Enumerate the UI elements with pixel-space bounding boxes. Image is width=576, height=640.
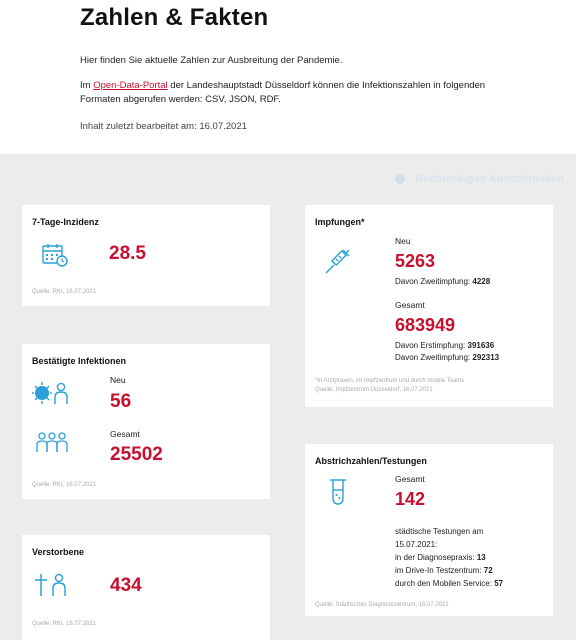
vacc-new-second [395, 277, 490, 286]
testing-title: Abstrichzahlen/Testungen [315, 456, 427, 466]
overlay-label: Rechteckiges Ausschneiden [415, 173, 564, 185]
infections-card [22, 344, 270, 499]
deaths-card [22, 535, 270, 640]
last-updated-text: Inhalt zuletzt bearbeitet am: 16.07.2021 [80, 121, 247, 132]
deaths-value: 434 [110, 575, 142, 596]
testing-line4-label: im Drive-In Testzentrum: [395, 566, 482, 575]
testing-card [305, 444, 553, 616]
testing-line3-label: in der Diagnosepraxis: [395, 553, 475, 562]
header-section [0, 0, 576, 154]
infections-new-label: Neu [110, 375, 126, 385]
testing-line5-label: durch den Mobilen Service: [395, 579, 492, 588]
infections-total-label: Gesamt [110, 429, 140, 439]
calendar-icon [42, 243, 68, 267]
screenshot-tool-overlay[interactable] [395, 173, 564, 185]
testing-line3-value: 13 [476, 553, 486, 562]
testing-line4-value: 72 [483, 566, 493, 575]
vacc-new-label: Neu [395, 236, 411, 246]
vacc-total-second [395, 353, 499, 362]
vacc-total-value: 683949 [395, 315, 456, 335]
testing-line4 [395, 566, 493, 575]
incidence-value: 28.5 [109, 243, 146, 264]
vaccinations-title: Impfungen* [315, 217, 365, 227]
vaccinations-card [305, 205, 553, 407]
page-title: Zahlen & Fakten [80, 4, 269, 31]
vacc-new-second-label: Davon Zweitimpfung: [395, 277, 471, 286]
testing-line5 [395, 579, 503, 588]
virus-person-icon [32, 381, 72, 405]
testing-line2: 15.07.2021: [395, 540, 438, 549]
testing-line3 [395, 553, 486, 562]
group-icon [34, 432, 70, 454]
infections-total-value: 25502 [110, 444, 163, 465]
infections-new-value: 56 [110, 391, 132, 412]
vacc-total-label: Gesamt [395, 300, 425, 310]
infections-title: Bestätigte Infektionen [32, 356, 127, 366]
deaths-title: Verstorbene [32, 547, 85, 557]
deaths-source: Quelle: RKI, 16.07.2021 [32, 621, 97, 627]
testing-total-label: Gesamt [395, 474, 425, 484]
intro-text: Hier finden Sie aktuelle Zahlen zur Ausbreitung der Pandemie. [80, 55, 343, 66]
cross-person-icon [34, 573, 70, 597]
vacc-total-second-value: 292313 [472, 353, 500, 362]
vacc-total-first-value: 391636 [467, 341, 495, 350]
vacc-total-first [395, 341, 494, 350]
vacc-new-value: 5263 [395, 251, 436, 271]
vacc-total-first-label: Davon Erstimpfung: [395, 341, 466, 350]
open-data-portal-link[interactable]: Open-Data-Portal [93, 80, 168, 91]
open-data-text-after: der Landeshauptstadt Düsseldorf können die Infektionszahlen in folgenden Formaten abgerufen werden: CSV, JSON, RDF. [80, 80, 486, 105]
open-data-text-before: Im [80, 80, 94, 91]
test-tube-icon [327, 478, 349, 506]
vacc-footnote: *In Arztpraxen, im Impfzentrum und durch mobile Teams [315, 378, 465, 384]
testing-source: Quelle: Städtisches Diagnosezentrum, 16.07.2021 [315, 602, 449, 608]
overlay-dot-icon [395, 174, 405, 184]
vacc-total-second-label: Davon Zweitimpfung: [395, 353, 471, 362]
incidence-source: Quelle: RKI, 16.07.2021 [32, 289, 97, 295]
incidence-title: 7-Tage-Inzidenz [32, 217, 99, 227]
vacc-new-second-value: 4228 [472, 277, 491, 286]
infections-source: Quelle: RKI, 16.07.2021 [32, 482, 97, 488]
testing-total-value: 142 [395, 489, 426, 509]
syringe-icon [325, 248, 351, 274]
incidence-card [22, 205, 270, 306]
open-data-paragraph [80, 79, 510, 107]
testing-line1: städtische Testungen am [395, 527, 484, 536]
vacc-source: Quelle: Impfzentrum Düsseldorf, 16.07.2021 [315, 387, 433, 393]
testing-line5-value: 57 [494, 579, 504, 588]
